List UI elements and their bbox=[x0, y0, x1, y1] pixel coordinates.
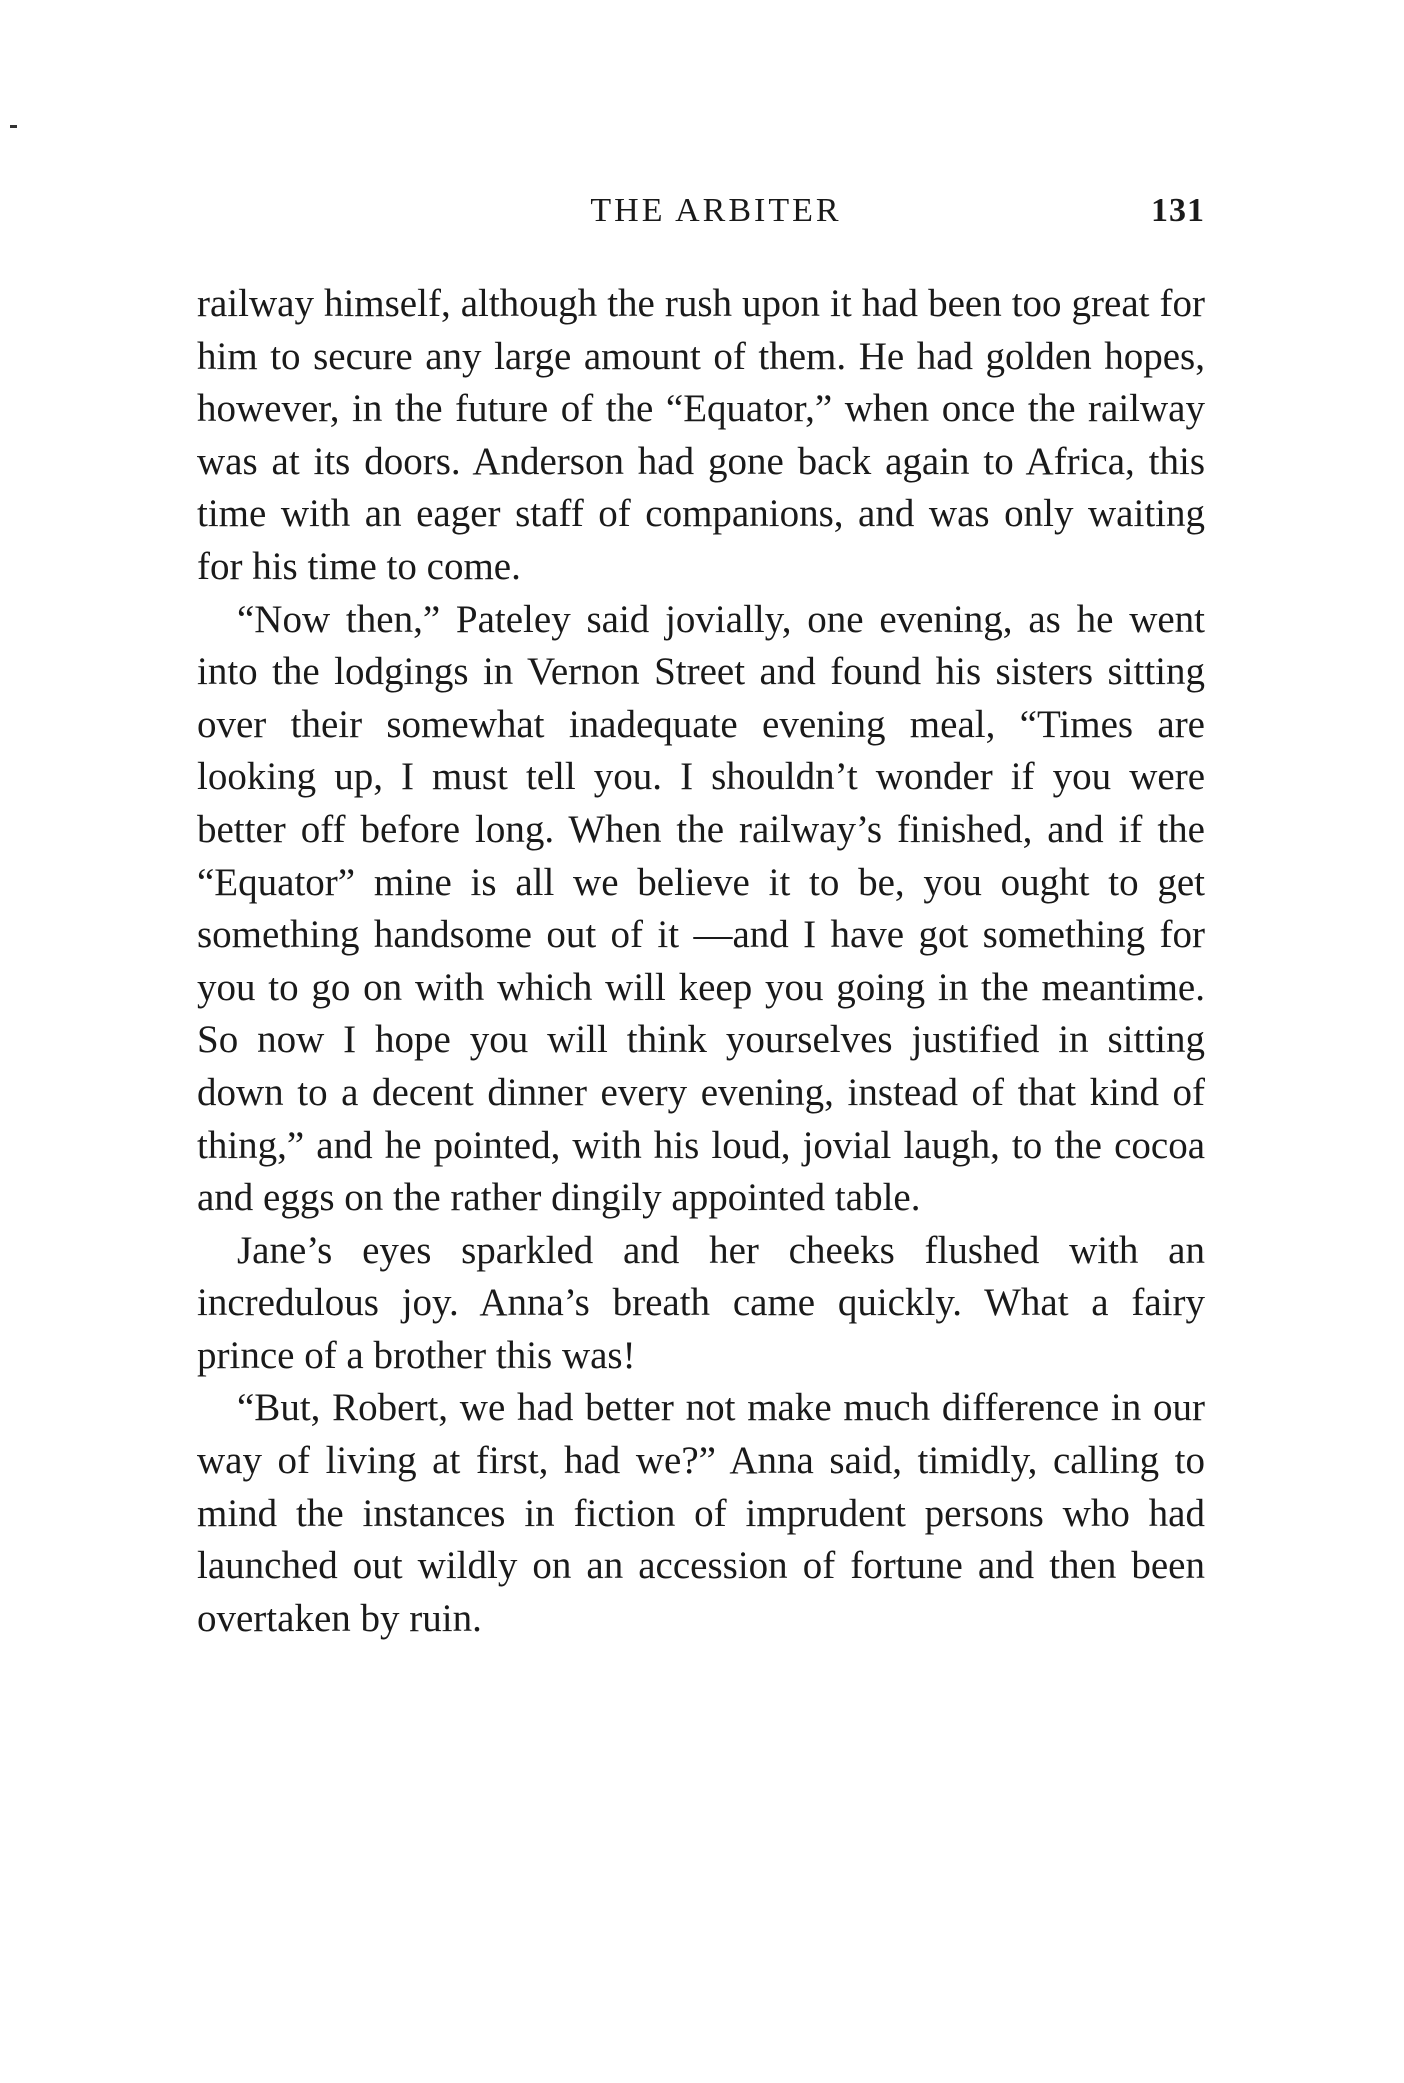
paragraph: railway himself, although the rush upon it had been too great for him to secure any large amount of them. He had golden hopes, however, in the future of the “Equator,” when once the railway was at its doors. Anderson had gone back again to Africa, this time with an eager staff of companions, and was only waiting for his time to come. bbox=[197, 282, 1205, 588]
paragraph: “Now then,” Pateley said jovially, one evening, as he went into the lodgings in Vernon Street and found his sisters sitting over their somewhat inadequate evening meal, “Times are looking up, I must tell you. I shouldn’t wonder if you were better off before long. When the railway’s finished, and if the “Equator” mine is all we believe it to be, you ought to get something handsome out of it —and I have got something for you to go on with which will keep you going in the meantime. So now I hope you will think yourselves justified in sitting down to a decent dinner every evening, instead of that kind of thing,” and he pointed, with his loud, jovial laugh, to the cocoa and eggs on the rather dingily appointed table. bbox=[197, 597, 1205, 1220]
page-header bbox=[197, 192, 1205, 242]
paragraph: Jane’s eyes sparkled and her cheeks flushed with an incredulous joy. Anna’s breath came quickly. What a fairy prince of a brother this was! bbox=[197, 1228, 1205, 1377]
margin-mark bbox=[10, 125, 17, 128]
body-text bbox=[197, 278, 1205, 1645]
paragraph: “But, Robert, we had better not make much difference in our way of living at first, had we?” Anna said, timidly, calling to mind the instances in fiction of imprudent persons who had launched out wildly on an accession of fortune and then been overtaken by ruin. bbox=[197, 1386, 1205, 1640]
running-title: THE ARBITER bbox=[590, 192, 842, 229]
page-number: 131 bbox=[1151, 192, 1205, 229]
